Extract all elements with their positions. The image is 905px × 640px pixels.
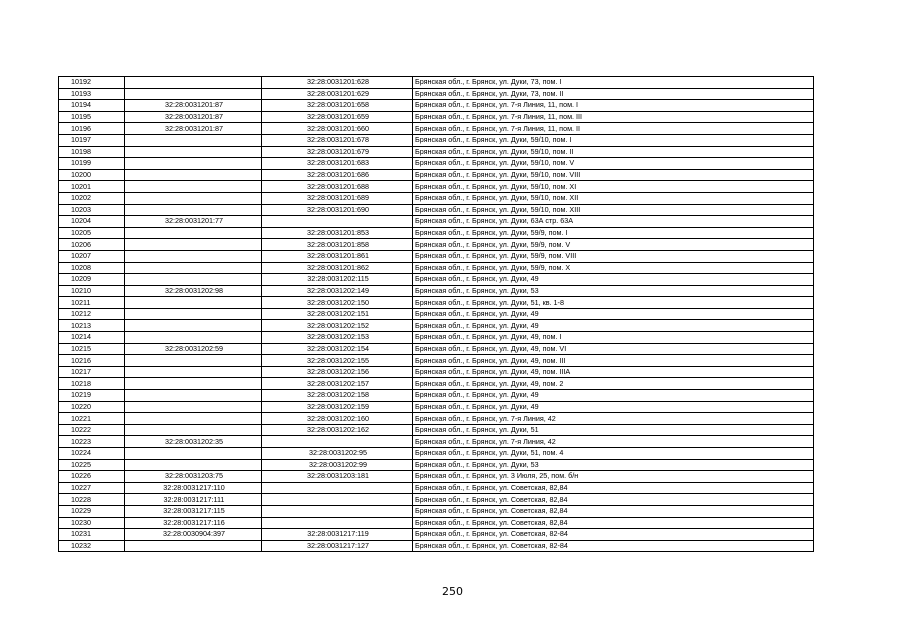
- object-cadastral-number-cell: 32:28:0031201:659: [262, 111, 413, 123]
- table-row: [59, 436, 814, 448]
- table-row: [59, 297, 814, 309]
- row-number-cell: 10212: [59, 308, 125, 320]
- land-cadastral-number-cell: [125, 308, 262, 320]
- address-cell: Брянская обл., г. Брянск, ул. Дуки, 49, пом. I: [413, 332, 814, 344]
- land-cadastral-number-cell: [125, 192, 262, 204]
- table-row: [59, 540, 814, 552]
- row-number-cell: 10198: [59, 146, 125, 158]
- table-row: [59, 216, 814, 228]
- row-number-cell: 10224: [59, 448, 125, 460]
- address-cell: Брянская обл., г. Брянск, ул. Советская, 82-84: [413, 529, 814, 541]
- table-row: [59, 459, 814, 471]
- land-cadastral-number-cell: 32:28:0031201:87: [125, 123, 262, 135]
- object-cadastral-number-cell: 32:28:0031201:690: [262, 204, 413, 216]
- land-cadastral-number-cell: 32:28:0031201:77: [125, 216, 262, 228]
- address-cell: Брянская обл., г. Брянск, ул. Дуки, 49, пом. 2: [413, 378, 814, 390]
- row-number-cell: 10216: [59, 355, 125, 367]
- address-cell: Брянская обл., г. Брянск, ул. Дуки, 49: [413, 320, 814, 332]
- land-cadastral-number-cell: [125, 204, 262, 216]
- object-cadastral-number-cell: 32:28:0031202:157: [262, 378, 413, 390]
- land-cadastral-number-cell: 32:28:0031217:110: [125, 482, 262, 494]
- land-cadastral-number-cell: 32:28:0031203:75: [125, 471, 262, 483]
- row-number-cell: 10206: [59, 239, 125, 251]
- row-number-cell: 10231: [59, 529, 125, 541]
- address-cell: Брянская обл., г. Брянск, ул. Дуки, 49, пом. VI: [413, 343, 814, 355]
- table-row: [59, 285, 814, 297]
- object-cadastral-number-cell: 32:28:0031202:149: [262, 285, 413, 297]
- object-cadastral-number-cell: 32:28:0031201:660: [262, 123, 413, 135]
- address-cell: Брянская обл., г. Брянск, ул. Дуки, 51, пом. 4: [413, 448, 814, 460]
- land-cadastral-number-cell: [125, 366, 262, 378]
- object-cadastral-number-cell: 32:28:0031201:629: [262, 88, 413, 100]
- land-cadastral-number-cell: [125, 297, 262, 309]
- land-cadastral-number-cell: [125, 88, 262, 100]
- row-number-cell: 10219: [59, 390, 125, 402]
- address-cell: Брянская обл., г. Брянск, ул. Дуки, 73, пом. II: [413, 88, 814, 100]
- land-cadastral-number-cell: [125, 250, 262, 262]
- land-cadastral-number-cell: [125, 413, 262, 425]
- land-cadastral-number-cell: [125, 320, 262, 332]
- table-row: [59, 77, 814, 89]
- address-cell: Брянская обл., г. Брянск, ул. Советская, 82,84: [413, 517, 814, 529]
- row-number-cell: 10205: [59, 227, 125, 239]
- land-cadastral-number-cell: [125, 401, 262, 413]
- land-cadastral-number-cell: 32:28:0031217:111: [125, 494, 262, 506]
- land-cadastral-number-cell: 32:28:0031217:116: [125, 517, 262, 529]
- address-cell: Брянская обл., г. Брянск, ул. Дуки, 59/9, пом. I: [413, 227, 814, 239]
- table-row: [59, 274, 814, 286]
- row-number-cell: 10196: [59, 123, 125, 135]
- table-row: [59, 366, 814, 378]
- row-number-cell: 10217: [59, 366, 125, 378]
- address-cell: Брянская обл., г. Брянск, ул. Советская, 82,84: [413, 482, 814, 494]
- land-cadastral-number-cell: 32:28:0031202:35: [125, 436, 262, 448]
- land-cadastral-number-cell: [125, 355, 262, 367]
- table-row: [59, 343, 814, 355]
- row-number-cell: 10223: [59, 436, 125, 448]
- table-row: [59, 448, 814, 460]
- object-cadastral-number-cell: 32:28:0031202:153: [262, 332, 413, 344]
- address-cell: Брянская обл., г. Брянск, ул. Дуки, 59/10, пом. XI: [413, 181, 814, 193]
- address-cell: Брянская обл., г. Брянск, ул. Дуки, 59/9, пом. V: [413, 239, 814, 251]
- table-row: [59, 401, 814, 413]
- address-cell: Брянская обл., г. Брянск, ул. Дуки, 59/10, пом. V: [413, 158, 814, 170]
- table-row: [59, 123, 814, 135]
- table-row: [59, 192, 814, 204]
- row-number-cell: 10225: [59, 459, 125, 471]
- row-number-cell: 10199: [59, 158, 125, 170]
- row-number-cell: 10230: [59, 517, 125, 529]
- address-cell: Брянская обл., г. Брянск, ул. Дуки, 59/9, пом. VIII: [413, 250, 814, 262]
- table-row: [59, 308, 814, 320]
- land-cadastral-number-cell: 32:28:0031201:87: [125, 100, 262, 112]
- row-number-cell: 10229: [59, 505, 125, 517]
- land-cadastral-number-cell: [125, 239, 262, 251]
- land-cadastral-number-cell: [125, 262, 262, 274]
- table-row: [59, 413, 814, 425]
- table-row: [59, 390, 814, 402]
- object-cadastral-number-cell: 32:28:0031202:152: [262, 320, 413, 332]
- address-cell: Брянская обл., г. Брянск, ул. Дуки, 59/10, пом. XII: [413, 192, 814, 204]
- object-cadastral-number-cell: 32:28:0031201:628: [262, 77, 413, 89]
- land-cadastral-number-cell: [125, 274, 262, 286]
- row-number-cell: 10218: [59, 378, 125, 390]
- address-cell: Брянская обл., г. Брянск, ул. Дуки, 49: [413, 390, 814, 402]
- address-cell: Брянская обл., г. Брянск, ул. Дуки, 59/10, пом. I: [413, 134, 814, 146]
- row-number-cell: 10200: [59, 169, 125, 181]
- table-row: [59, 169, 814, 181]
- land-cadastral-number-cell: [125, 134, 262, 146]
- row-number-cell: 10211: [59, 297, 125, 309]
- object-cadastral-number-cell: 32:28:0031202:162: [262, 424, 413, 436]
- row-number-cell: 10220: [59, 401, 125, 413]
- object-cadastral-number-cell: 32:28:0031217:119: [262, 529, 413, 541]
- row-number-cell: 10222: [59, 424, 125, 436]
- object-cadastral-number-cell: 32:28:0031202:154: [262, 343, 413, 355]
- registry-table-body: [59, 77, 814, 552]
- land-cadastral-number-cell: [125, 146, 262, 158]
- address-cell: Брянская обл., г. Брянск, ул. Советская, 82,84: [413, 494, 814, 506]
- object-cadastral-number-cell: 32:28:0031201:858: [262, 239, 413, 251]
- land-cadastral-number-cell: [125, 332, 262, 344]
- address-cell: Брянская обл., г. Брянск, ул. 3 Июля, 25, пом. б/н: [413, 471, 814, 483]
- table-row: [59, 517, 814, 529]
- table-row: [59, 424, 814, 436]
- land-cadastral-number-cell: 32:28:0031217:115: [125, 505, 262, 517]
- table-row: [59, 378, 814, 390]
- row-number-cell: 10226: [59, 471, 125, 483]
- land-cadastral-number-cell: [125, 77, 262, 89]
- object-cadastral-number-cell: 32:28:0031201:853: [262, 227, 413, 239]
- land-cadastral-number-cell: [125, 390, 262, 402]
- object-cadastral-number-cell: 32:28:0031202:99: [262, 459, 413, 471]
- table-row: [59, 239, 814, 251]
- table-row: [59, 227, 814, 239]
- object-cadastral-number-cell: 32:28:0031201:683: [262, 158, 413, 170]
- address-cell: Брянская обл., г. Брянск, ул. Дуки, 63А стр. 63А: [413, 216, 814, 228]
- address-cell: Брянская обл., г. Брянск, ул. Советская, 82,84: [413, 505, 814, 517]
- land-cadastral-number-cell: 32:28:0031202:59: [125, 343, 262, 355]
- land-cadastral-number-cell: [125, 181, 262, 193]
- table-row: [59, 181, 814, 193]
- row-number-cell: 10204: [59, 216, 125, 228]
- row-number-cell: 10208: [59, 262, 125, 274]
- land-cadastral-number-cell: [125, 459, 262, 471]
- object-cadastral-number-cell: 32:28:0031202:156: [262, 366, 413, 378]
- table-row: [59, 505, 814, 517]
- row-number-cell: 10221: [59, 413, 125, 425]
- row-number-cell: 10207: [59, 250, 125, 262]
- land-cadastral-number-cell: 32:28:0030904:397: [125, 529, 262, 541]
- table-row: [59, 250, 814, 262]
- table-row: [59, 134, 814, 146]
- address-cell: Брянская обл., г. Брянск, ул. 7-я Линия, 42: [413, 413, 814, 425]
- address-cell: Брянская обл., г. Брянск, ул. Дуки, 53: [413, 285, 814, 297]
- row-number-cell: 10197: [59, 134, 125, 146]
- object-cadastral-number-cell: 32:28:0031202:115: [262, 274, 413, 286]
- table-row: [59, 204, 814, 216]
- land-cadastral-number-cell: [125, 227, 262, 239]
- row-number-cell: 10228: [59, 494, 125, 506]
- land-cadastral-number-cell: [125, 158, 262, 170]
- address-cell: Брянская обл., г. Брянск, ул. Дуки, 59/9, пом. X: [413, 262, 814, 274]
- address-cell: Брянская обл., г. Брянск, ул. 7-я Линия, 11, пом. III: [413, 111, 814, 123]
- address-cell: Брянская обл., г. Брянск, ул. Дуки, 59/10, пом. VIII: [413, 169, 814, 181]
- object-cadastral-number-cell: [262, 494, 413, 506]
- table-row: [59, 320, 814, 332]
- table-row: [59, 158, 814, 170]
- page-number: 250: [442, 585, 463, 598]
- object-cadastral-number-cell: 32:28:0031202:159: [262, 401, 413, 413]
- address-cell: Брянская обл., г. Брянск, ул. Дуки, 49, пом. III: [413, 355, 814, 367]
- row-number-cell: 10193: [59, 88, 125, 100]
- address-cell: Брянская обл., г. Брянск, ул. Дуки, 49: [413, 308, 814, 320]
- table-row: [59, 146, 814, 158]
- table-row: [59, 111, 814, 123]
- object-cadastral-number-cell: [262, 216, 413, 228]
- object-cadastral-number-cell: 32:28:0031201:861: [262, 250, 413, 262]
- table-row: [59, 88, 814, 100]
- row-number-cell: 10232: [59, 540, 125, 552]
- land-cadastral-number-cell: [125, 169, 262, 181]
- address-cell: Брянская обл., г. Брянск, ул. Дуки, 51, кв. 1-8: [413, 297, 814, 309]
- object-cadastral-number-cell: [262, 436, 413, 448]
- row-number-cell: 10203: [59, 204, 125, 216]
- table-row: [59, 262, 814, 274]
- object-cadastral-number-cell: [262, 505, 413, 517]
- object-cadastral-number-cell: [262, 482, 413, 494]
- land-cadastral-number-cell: [125, 448, 262, 460]
- address-cell: Брянская обл., г. Брянск, ул. Дуки, 73, пом. I: [413, 77, 814, 89]
- row-number-cell: 10214: [59, 332, 125, 344]
- object-cadastral-number-cell: 32:28:0031201:658: [262, 100, 413, 112]
- table-row: [59, 100, 814, 112]
- object-cadastral-number-cell: 32:28:0031201:679: [262, 146, 413, 158]
- table-row: [59, 482, 814, 494]
- address-cell: Брянская обл., г. Брянск, ул. 7-я Линия, 11, пом. II: [413, 123, 814, 135]
- table-row: [59, 529, 814, 541]
- object-cadastral-number-cell: 32:28:0031201:862: [262, 262, 413, 274]
- row-number-cell: 10195: [59, 111, 125, 123]
- table-row: [59, 494, 814, 506]
- table-row: [59, 471, 814, 483]
- object-cadastral-number-cell: 32:28:0031201:678: [262, 134, 413, 146]
- object-cadastral-number-cell: 32:28:0031201:686: [262, 169, 413, 181]
- address-cell: Брянская обл., г. Брянск, ул. Дуки, 49, пом. IIIА: [413, 366, 814, 378]
- address-cell: Брянская обл., г. Брянск, ул. Дуки, 59/10, пом. II: [413, 146, 814, 158]
- object-cadastral-number-cell: 32:28:0031202:151: [262, 308, 413, 320]
- address-cell: Брянская обл., г. Брянск, ул. Советская, 82-84: [413, 540, 814, 552]
- object-cadastral-number-cell: 32:28:0031202:155: [262, 355, 413, 367]
- object-cadastral-number-cell: 32:28:0031201:689: [262, 192, 413, 204]
- address-cell: Брянская обл., г. Брянск, ул. Дуки, 49: [413, 274, 814, 286]
- object-cadastral-number-cell: [262, 517, 413, 529]
- row-number-cell: 10213: [59, 320, 125, 332]
- row-number-cell: 10192: [59, 77, 125, 89]
- address-cell: Брянская обл., г. Брянск, ул. 7-я Линия, 11, пом. I: [413, 100, 814, 112]
- land-cadastral-number-cell: [125, 378, 262, 390]
- address-cell: Брянская обл., г. Брянск, ул. Дуки, 51: [413, 424, 814, 436]
- address-cell: Брянская обл., г. Брянск, ул. Дуки, 59/10, пом. XIII: [413, 204, 814, 216]
- land-cadastral-number-cell: 32:28:0031201:87: [125, 111, 262, 123]
- object-cadastral-number-cell: 32:28:0031202:95: [262, 448, 413, 460]
- land-cadastral-number-cell: [125, 540, 262, 552]
- table-row: [59, 355, 814, 367]
- row-number-cell: 10209: [59, 274, 125, 286]
- row-number-cell: 10210: [59, 285, 125, 297]
- row-number-cell: 10202: [59, 192, 125, 204]
- address-cell: Брянская обл., г. Брянск, ул. 7-я Линия, 42: [413, 436, 814, 448]
- land-cadastral-number-cell: [125, 424, 262, 436]
- object-cadastral-number-cell: 32:28:0031202:158: [262, 390, 413, 402]
- land-cadastral-number-cell: 32:28:0031202:98: [125, 285, 262, 297]
- object-cadastral-number-cell: 32:28:0031202:150: [262, 297, 413, 309]
- registry-table: [58, 76, 814, 552]
- object-cadastral-number-cell: 32:28:0031201:688: [262, 181, 413, 193]
- row-number-cell: 10201: [59, 181, 125, 193]
- address-cell: Брянская обл., г. Брянск, ул. Дуки, 53: [413, 459, 814, 471]
- object-cadastral-number-cell: 32:28:0031203:181: [262, 471, 413, 483]
- table-row: [59, 332, 814, 344]
- row-number-cell: 10227: [59, 482, 125, 494]
- object-cadastral-number-cell: 32:28:0031202:160: [262, 413, 413, 425]
- object-cadastral-number-cell: 32:28:0031217:127: [262, 540, 413, 552]
- row-number-cell: 10215: [59, 343, 125, 355]
- row-number-cell: 10194: [59, 100, 125, 112]
- address-cell: Брянская обл., г. Брянск, ул. Дуки, 49: [413, 401, 814, 413]
